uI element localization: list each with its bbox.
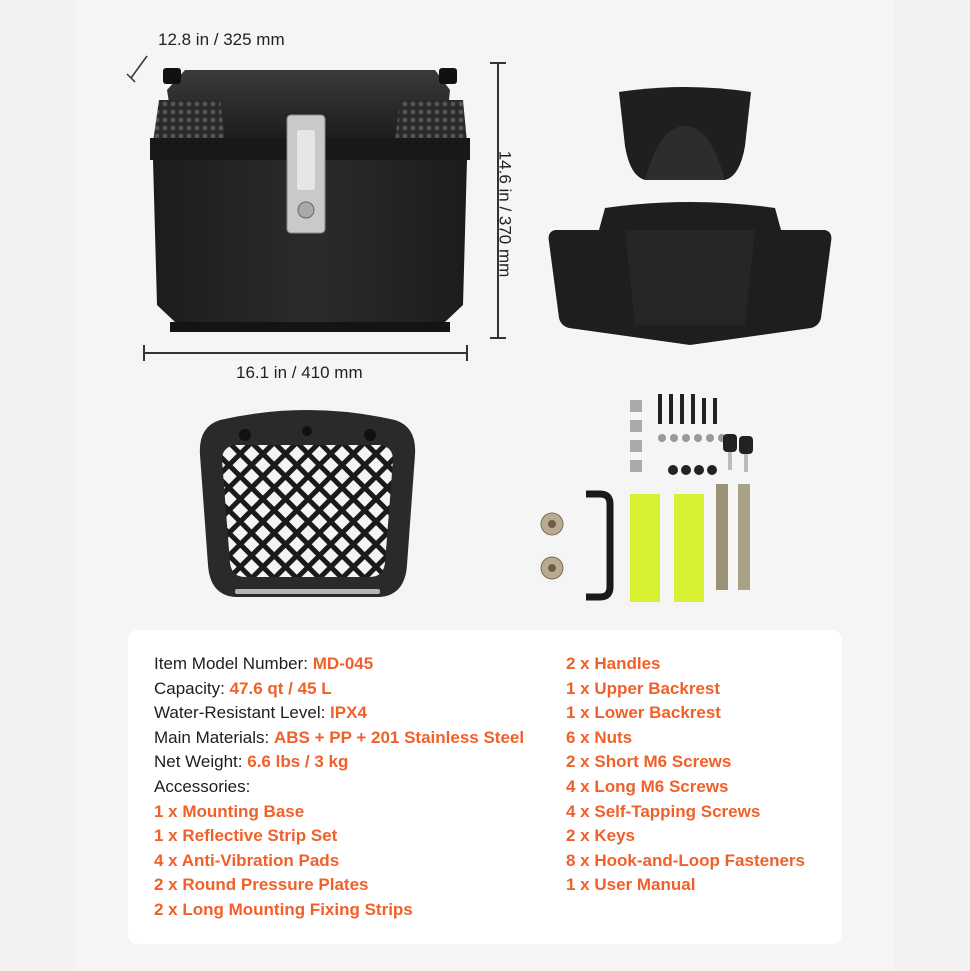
width-dimension-cap-right <box>466 345 468 361</box>
spec-column-left <box>154 652 524 923</box>
spec-card <box>128 630 842 944</box>
spec-water-resistance: Water-Resistant Level: IPX4 <box>154 703 367 723</box>
accessory-item: 2 x Round Pressure Plates <box>154 875 369 895</box>
mounting-base-image <box>195 405 420 605</box>
accessory-item: 2 x Short M6 Screws <box>566 752 732 772</box>
height-dimension-cap-bottom <box>490 337 506 339</box>
accessory-item: 4 x Anti-Vibration Pads <box>154 850 340 870</box>
accessory-item: 1 x Lower Backrest <box>566 703 721 723</box>
accessory-item: 2 x Long Mounting Fixing Strips <box>154 899 413 919</box>
height-dimension-cap-top <box>490 62 506 64</box>
spec-materials: Main Materials: ABS + PP + 201 Stainless Steel <box>154 727 525 747</box>
width-dimension-cap-left <box>143 345 145 361</box>
accessory-item: 4 x Self-Tapping Screws <box>566 801 761 821</box>
top-case-box-image <box>145 60 475 335</box>
upper-backrest-image <box>615 86 755 186</box>
accessory-item: 2 x Keys <box>566 826 635 846</box>
height-dimension-label: 14.6 in / 370 mm <box>495 150 515 278</box>
accessory-item: 1 x Upper Backrest <box>566 678 721 698</box>
accessory-item: 4 x Long M6 Screws <box>566 776 729 796</box>
accessory-item: 6 x Nuts <box>566 727 633 747</box>
accessory-item: 1 x Reflective Strip Set <box>154 826 338 846</box>
spec-weight: Net Weight: 6.6 lbs / 3 kg <box>154 752 349 772</box>
accessory-item: 2 x Handles <box>566 654 661 673</box>
accessory-column-right <box>566 652 805 898</box>
hardware-kit-image <box>538 392 778 607</box>
accessory-item: 1 x User Manual <box>566 875 696 895</box>
spec-model: Item Model Number: MD-045 <box>154 654 374 673</box>
spec-capacity: Capacity: 47.6 qt / 45 L <box>154 678 332 698</box>
accessories-heading: Accessories: <box>154 776 251 796</box>
width-dimension-line <box>143 352 467 354</box>
depth-dimension-label: 12.8 in / 325 mm <box>158 30 285 49</box>
accessory-item: 1 x Mounting Base <box>154 801 305 821</box>
accessory-item: 8 x Hook-and-Loop Fasteners <box>566 850 805 870</box>
width-dimension-label: 16.1 in / 410 mm <box>236 363 363 382</box>
lower-backrest-image <box>545 200 835 350</box>
